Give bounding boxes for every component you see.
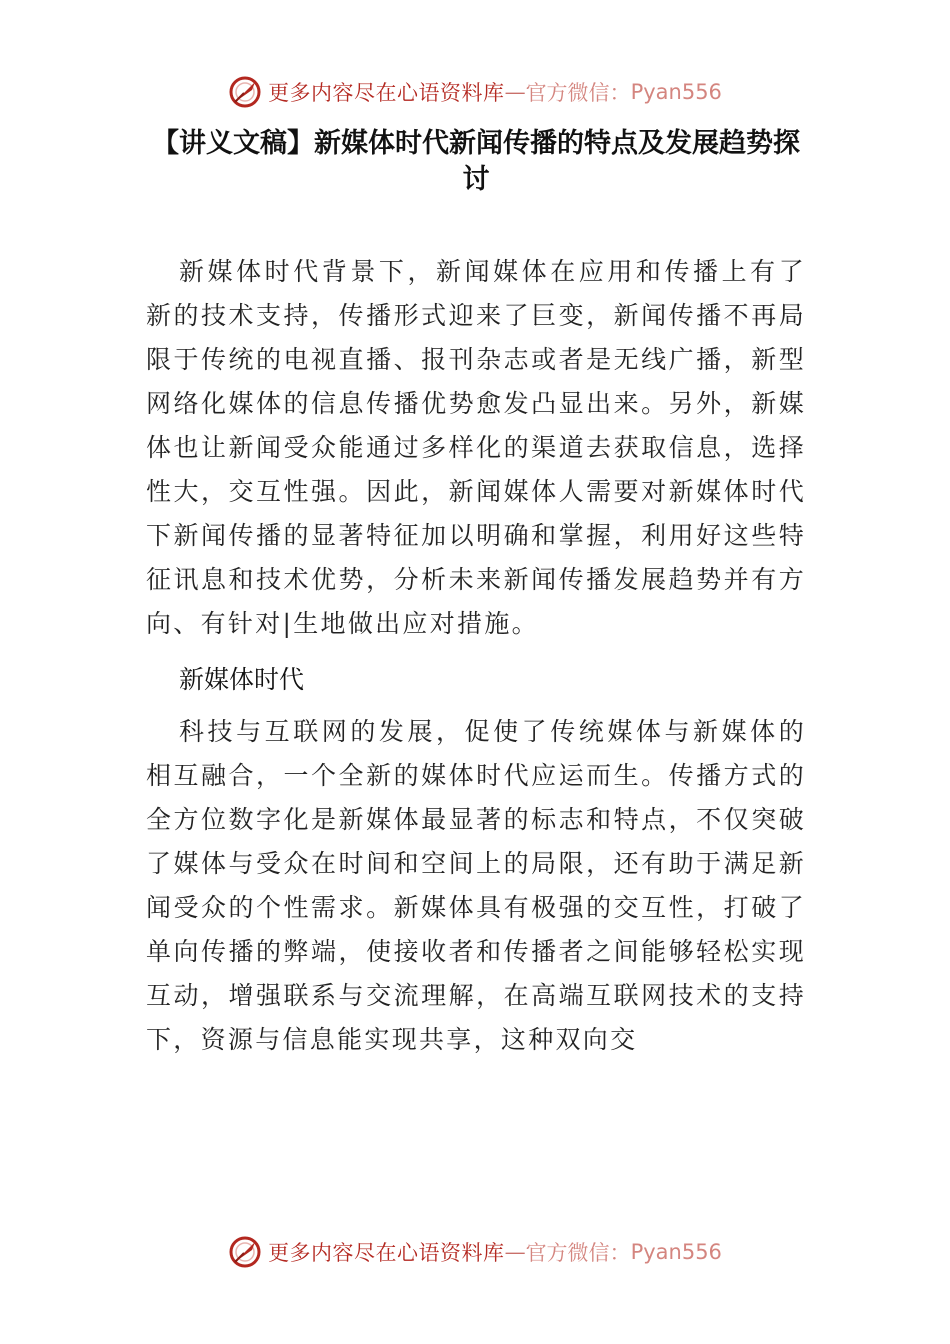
banner-dash: — [504, 80, 526, 104]
quill-logo-icon [228, 1235, 262, 1269]
footer-banner [0, 1230, 950, 1274]
paragraph: 新媒体时代背景下，新闻媒体在应用和传播上有了新的技术支持，传播形式迎来了巨变，新闻传播不再局限于传统的电视直播、报刊杂志或者是无线广播，新型网络化媒体的信息传播优势愈发凸显出来。另外，新媒体也让新闻受众能通过多样化的渠道去获取信息，选择性大，交互性强。因此，新闻媒体人需要对新媒体时代下新闻传播的显著特征加以明确和掌握，利用好这些特征讯息和技术优势，分析未来新闻传播发展趋势并有方向、有针对|生地做出应对措施。 [146, 257, 806, 638]
banner-text: 更多内容尽在心语资料库 [268, 81, 505, 105]
paragraph: 科技与互联网的发展，促使了传统媒体与新媒体的相互融合，一个全新的媒体时代应运而生。传播方式的全方位数字化是新媒体最显著的标志和特点，不仅突破了媒体与受众在时间和空间上的局限，还有助于满足新闻受众的个性需求。新媒体具有极强的交互性，打破了单向传播的弊端，使接收者和传播者之间能够轻松实现互动，增强联系与交流理解，在高端互联网技术的支持下，资源与信息能实现共享，这种双向交 [146, 717, 806, 1054]
document-body [146, 250, 806, 1062]
document-title: 【讲义文稿】新媒体时代新闻传播的特点及发展趋势探讨 [152, 128, 800, 195]
quill-logo-icon [228, 75, 262, 109]
section-heading: 新媒体时代 [179, 665, 305, 694]
header-banner [0, 70, 950, 114]
banner-wechat-label: 官方微信： [525, 81, 631, 105]
banner-wechat-id: Pyan556 [630, 80, 722, 104]
banner-text: 更多内容尽在心语资料库 [268, 1241, 505, 1265]
banner-wechat-id: Pyan556 [630, 1240, 722, 1264]
banner-dash: — [504, 1240, 526, 1264]
banner-wechat-label: 官方微信： [525, 1241, 631, 1265]
